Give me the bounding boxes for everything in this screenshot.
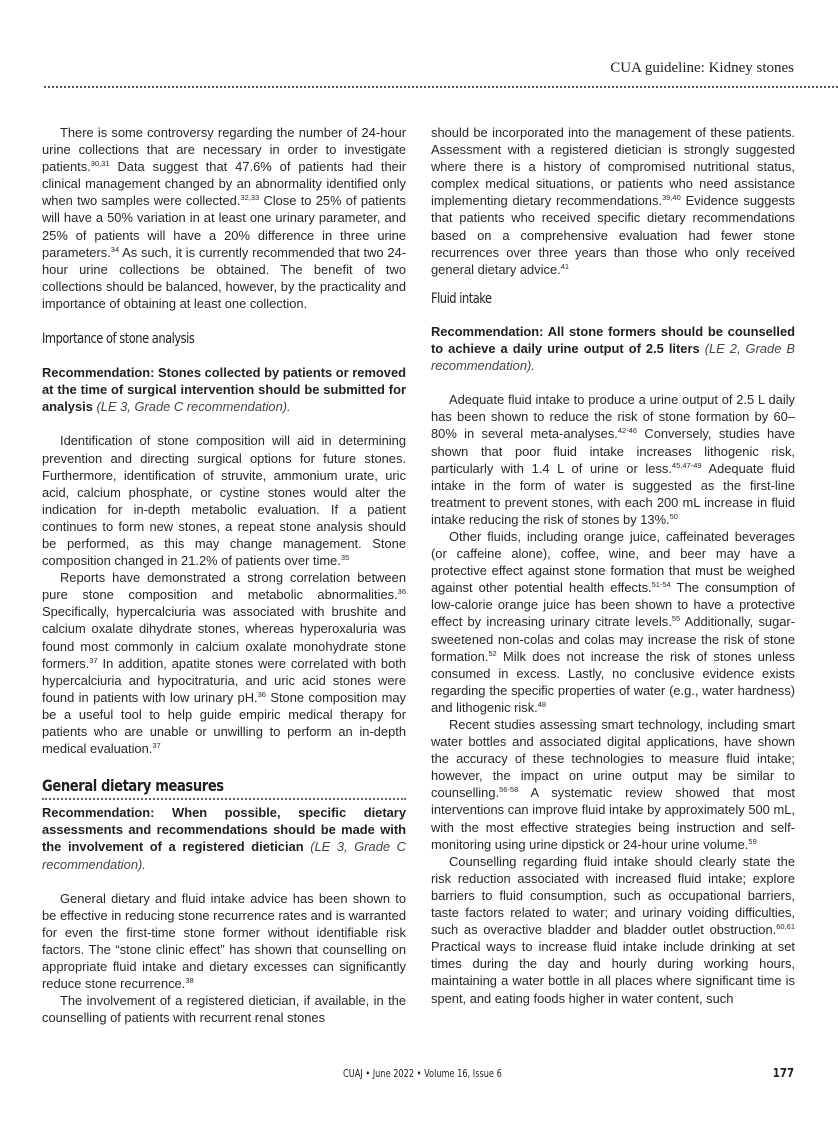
paragraph-smart-technology: Recent studies assessing smart technology, including smart water bottles and associated digital applications, have shown the accuracy of these technologies to measure fluid intake; however, the impact on urine output may be similar to counselling.$^{56-58}$ A systematic review showed that most interventions can improve fluid intake by approximately 500 mL, with the most effective strategies being instruction and self-monitoring using urine dipstick or 24-hour urine volume.$^{59}$ <box>431 717 795 852</box>
paragraph-dietician-involvement: The involvement of a registered dietician, if available, in the counselling of patients with recurrent renal stones <box>42 993 406 1026</box>
heading-stone-analysis: Importance of stone analysis <box>42 331 195 348</box>
footer-citation: CUAJ • June 2022 • Volume 16, Issue 6 <box>343 1068 502 1080</box>
paragraph-dietary-advice: General dietary and fluid intake advice has been shown to be effective in reducing stone recurrence rates and is warranted for even the first-time stone former without identifiable risk factors. The “stone clinic effect” has shown that counselling on appropriate fluid intake and dietary excesses can significantly reduce stone recurrence.$^{38}$ <box>42 890 406 992</box>
grade-label: (LE 3, Grade C recommendation). <box>42 839 406 872</box>
paragraph-correlation: Reports have demonstrated a strong correlation between pure stone composition and metabolic abnormalities.$^{36}$ Specifically, hypercalciuria was associated with brushite and calcium oxalate dihydrate stones, whereas hyperoxaluria was found most commonly in calcium oxalate monohydrate stone formers.$^{37}$ In addition, apatite stones were correlated with both hypercalciuria and hypocitraturia, and uric acid stones were found in patients with low urinary pH.$^{36}$ Stone composition may be a useful tool to help guide empiric medical therapy for patients who are unable or unwilling to perform an in-depth medical evaluation.$^{37}$ <box>42 570 406 757</box>
grade-label: (LE 3, Grade C recommendation). <box>96 399 291 415</box>
recommendation-fluid-intake: Recommendation: All stone formers should be counselled to achieve a daily urine output of 2.5 liters (LE 2, Grade B recommendation). <box>431 323 795 374</box>
running-head: CUA guideline: Kidney stones <box>610 60 794 76</box>
paragraph-24h-collections: There is some controversy regarding the number of 24-hour urine collections that are necessary in order to investigate patients.$^{30,31}$ Data suggest that 47.6% of patients had their clinical management changed by an abnormality identified only when two samples were collected.$^{32,33}$ Close to 25% of patients will have a 50% variation in at least one urinary parameter, and 25% of patients will have a 20% difference in three urine parameters.$^{34}$ As such, it is currently recommended that two 24-hour urine collections be obtained. The benefit of two collections should be balanced, however, by the practicality and importance of obtaining at least one collection. <box>42 125 406 311</box>
grade-label: (LE 2, Grade B recommendation). <box>431 341 795 374</box>
paragraph-dietician-continued: should be incorporated into the management of these patients. Assessment with a registered dietician is strongly suggested where there is a history of compromised nutritional status, complex medical situations, or patients who need assistance implementing dietary recommendations.$^{39,40}$ Evidence suggests that patients who received specific dietary recommendations based on a comprehensive evaluation had fewer stone recurrences over three years than those who only received general dietary advice.$^{41}$ <box>431 125 795 277</box>
paragraph-counselling: Counselling regarding fluid intake should clearly state the risk reduction associated with increased fluid intake; explore barriers to fluid consumption, such as occupational barriers, taste factors related to water; and urinary voiding difficulties, such as overactive bladder and bladder outlet obstruction.$^{60,61}$ Practical ways to increase fluid intake include drinking at set times during the day and hourly during working hours, maintaining a water bottle in all places where significant time is spent, and eating foods higher in water content, such <box>431 853 795 1006</box>
paragraph-other-fluids: Other fluids, including orange juice, caffeinated beverages (or caffeine alone), coffee, wine, and beer may have a protective effect against stone formation that must be weighed against other potential health effects.$^{51-54}$ The consumption of low-calorie orange juice has been shown to have a protective effect by increasing urinary citrate levels.$^{55}$ Additionally, sugar-sweetened non-colas and colas may increase the risk of stone formation.$^{52}$ Milk does not increase the risk of stones unless consumed in excess. Lastly, no conclusive evidence exists regarding the specific properties of water (e.g., water hardness) and lithogenic risk.$^{48}$ <box>431 528 795 715</box>
recommendation-stone-analysis: Recommendation: Stones collected by patients or removed at the time of surgical intervention should be submitted for analysis (LE 3, Grade C recommendation). <box>42 365 406 415</box>
heading-fluid-intake: Fluid intake <box>431 290 492 307</box>
heading-general-dietary-measures: General dietary measures <box>42 776 224 796</box>
page-number: 177 <box>772 1066 794 1080</box>
paragraph-adequate-fluid: Adequate fluid intake to produce a urine output of 2.5 L daily has been shown to reduce the risk of stone formation by 60–80% in several meta-analyses.$^{42-46}$ Conversely, studies have shown that poor fluid intake increases lithogenic risk, particularly with 1.4 L of urine or less.$^{45,47-49}$ Adequate fluid intake in the form of water is suggested as the first-line treatment to prevent stones, with each 200 mL increase in fluid intake reducing the risk of stones by 13%.$^{50}$ <box>431 392 795 527</box>
header-divider <box>44 86 838 88</box>
paragraph-stone-composition: Identification of stone composition will aid in determining prevention and directing surgical options for future stones. Furthermore, identification of struvite, ammonium urate, uric acid, calcium phosphate, or cystine stones would alter the indication for in-depth metabolic evaluation. If a patient continues to form new stones, a repeat stone analysis should be performed, as this may change management. Stone composition changed in 21.2% of patients over time.$^{35}$ <box>42 433 406 569</box>
section-divider <box>42 798 406 800</box>
recommendation-dietician: Recommendation: When possible, specific dietary assessments and recommendations should be made with the involvement of a registered dietician (LE 3, Grade C recommendation). <box>42 805 406 872</box>
left-column <box>42 124 406 1026</box>
right-column <box>431 124 795 1007</box>
